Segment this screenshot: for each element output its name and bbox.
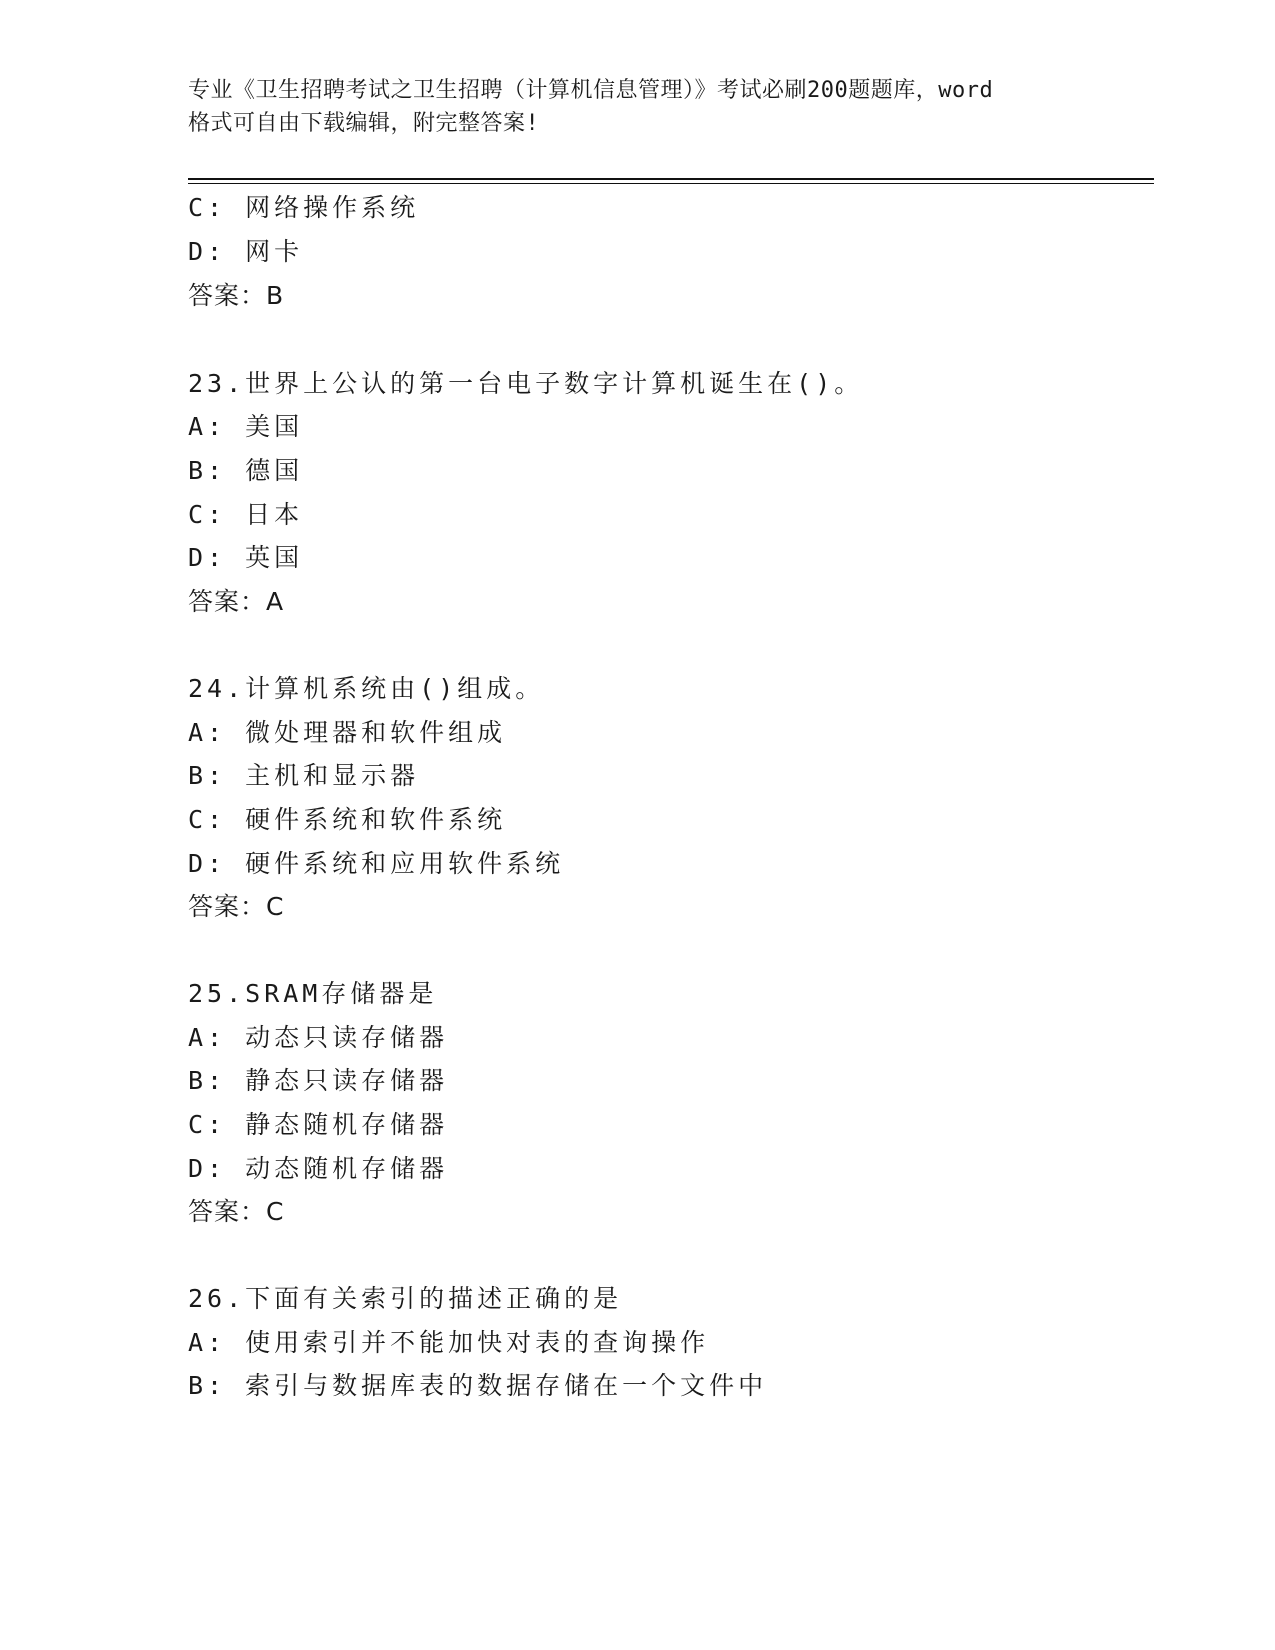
option-b: B: 主机和显示器 <box>188 761 420 790</box>
header-divider-thick <box>188 178 1154 180</box>
option-a: A: 美国 <box>188 412 304 441</box>
question-stem: 26.下面有关索引的描述正确的是 <box>188 1284 623 1313</box>
answer-line: 答案：B <box>188 281 285 310</box>
question-stem: 23.世界上公认的第一台电子数字计算机诞生在()。 <box>188 369 864 398</box>
option-d: D: 硬件系统和应用软件系统 <box>188 849 565 878</box>
answer-line: 答案：C <box>188 892 285 921</box>
option-c: C: 网络操作系统 <box>188 193 420 222</box>
option-d: D: 英国 <box>188 543 304 572</box>
option-b: B: 静态只读存储器 <box>188 1066 449 1095</box>
option-d: D: 动态随机存储器 <box>188 1154 449 1183</box>
option-a: A: 动态只读存储器 <box>188 1023 449 1052</box>
option-c: C: 日本 <box>188 500 304 529</box>
option-a: A: 微处理器和软件组成 <box>188 718 507 747</box>
header-title-line-2: 格式可自由下载编辑，附完整答案! <box>188 111 540 136</box>
question-stem: 25.SRAM存储器是 <box>188 979 438 1008</box>
option-d: D: 网卡 <box>188 237 304 266</box>
option-b: B: 索引与数据库表的数据存储在一个文件中 <box>188 1371 768 1400</box>
header-title-line-1: 专业《卫生招聘考试之卫生招聘（计算机信息管理）》考试必刷200题题库，word <box>188 78 994 103</box>
answer-line: 答案：C <box>188 1197 285 1226</box>
option-c: C: 静态随机存储器 <box>188 1110 449 1139</box>
option-b: B: 德国 <box>188 456 304 485</box>
header-divider-thin <box>188 183 1154 184</box>
option-a: A: 使用索引并不能加快对表的查询操作 <box>188 1328 710 1357</box>
answer-line: 答案：A <box>188 587 285 616</box>
document-header <box>188 74 1088 140</box>
option-c: C: 硬件系统和软件系统 <box>188 805 507 834</box>
question-stem: 24.计算机系统由()组成。 <box>188 674 545 703</box>
